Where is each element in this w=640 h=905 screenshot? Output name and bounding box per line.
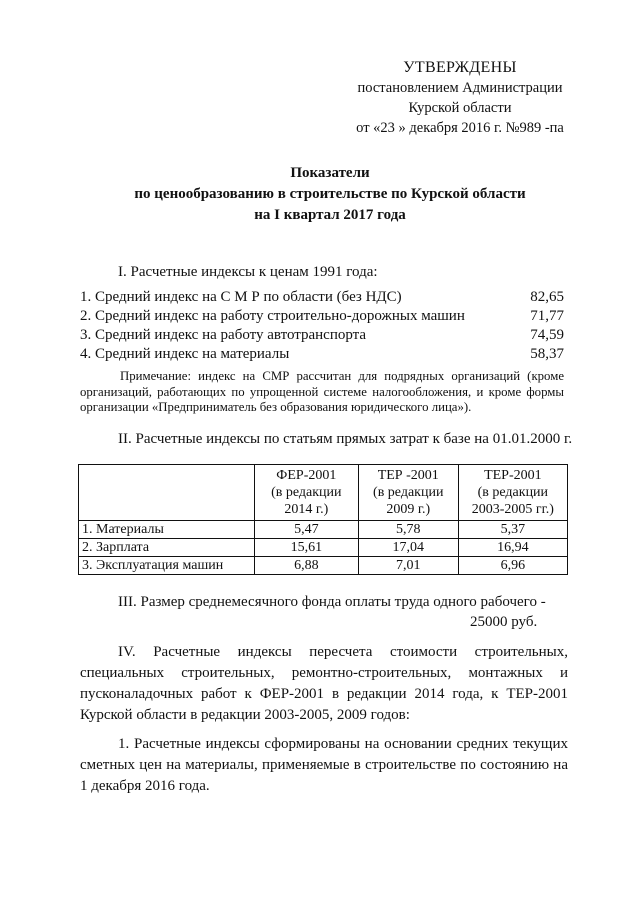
table-header-fer-2001 xyxy=(254,465,358,521)
table-cell: 17,04 xyxy=(358,539,458,557)
column-header-line: (в редакции xyxy=(477,485,549,500)
index-item-label: 4. Средний индекс на материалы xyxy=(80,346,290,362)
index-item-label: 2. Средний индекс на работу строительно-дорожных машин xyxy=(80,308,465,324)
section-2-title: II. Расчетные индексы по статьям прямых затрат к базе на 01.01.2000 г. xyxy=(118,431,573,447)
column-header-line: 2014 г.) xyxy=(284,502,329,517)
table-cell: 16,94 xyxy=(458,539,567,557)
column-header-line: 2009 г.) xyxy=(386,502,431,517)
index-item-value: 82,65 xyxy=(530,289,564,305)
table-cell: 6,96 xyxy=(458,557,567,575)
table-header-empty xyxy=(79,465,255,521)
section-3-value: 25000 руб. xyxy=(470,614,538,630)
table-cell: 15,61 xyxy=(254,539,358,557)
index-item xyxy=(80,326,564,345)
column-header-line: 2003-2005 гг.) xyxy=(471,502,554,517)
index-item xyxy=(80,307,564,326)
table-header-row xyxy=(79,465,568,521)
table-cell: 5,78 xyxy=(358,521,458,539)
table-row xyxy=(79,521,568,539)
index-item-value: 74,59 xyxy=(530,327,564,343)
approval-line-2: Курской области xyxy=(408,100,512,116)
section-4-item-1: 1. Расчетные индексы сформированы на основании средних текущих сметных цен на материалы, применяемые в строительстве по состоянию на 1 декабря 2016 года. xyxy=(80,736,568,794)
row-label: 1. Материалы xyxy=(79,521,255,539)
index-item xyxy=(80,345,564,364)
row-label: 3. Эксплуатация машин xyxy=(79,557,255,575)
column-header-line: ФЕР-2001 xyxy=(276,468,337,483)
index-item-value: 71,77 xyxy=(530,308,564,324)
section-1-note: Примечание: индекс на СМР рассчитан для подрядных организаций (кроме организаций, работающих по упрощенной системе налогообложения, и кроме формы организации «Предприниматель без образования юридического лица»). xyxy=(80,369,564,414)
index-list xyxy=(80,288,564,364)
column-header-line: ТЕР-2001 xyxy=(484,468,542,483)
section-3-text: III. Размер среднемесячного фонда оплаты труда одного рабочего - xyxy=(118,594,546,610)
heading-line-3: на I квартал 2017 года xyxy=(254,207,406,223)
heading-line-1: Показатели xyxy=(290,165,370,181)
table-header-ter-2001-2003 xyxy=(458,465,567,521)
index-item-value: 58,37 xyxy=(530,346,564,362)
heading-line-2: по ценообразованию в строительстве по Курской области xyxy=(134,186,526,202)
approval-title: УТВЕРЖДЕНЫ xyxy=(403,59,517,76)
approval-line-3: от «23 » декабря 2016 г. №989 -па xyxy=(356,120,564,136)
index-item-label: 3. Средний индекс на работу автотранспорта xyxy=(80,327,367,343)
row-label: 2. Зарплата xyxy=(79,539,255,557)
document-heading xyxy=(70,163,590,226)
table-cell: 5,37 xyxy=(458,521,567,539)
table-cell: 5,47 xyxy=(254,521,358,539)
table-cell: 6,88 xyxy=(254,557,358,575)
approval-block xyxy=(330,58,590,138)
column-header-line: (в редакции xyxy=(373,485,444,500)
index-item-label: 1. Средний индекс на С М Р по области (без НДС) xyxy=(80,289,402,305)
section-1-title: I. Расчетные индексы к ценам 1991 года: xyxy=(118,264,378,280)
table-cell: 7,01 xyxy=(358,557,458,575)
column-header-line: ТЕР -2001 xyxy=(377,468,439,483)
index-item xyxy=(80,288,564,307)
table-row xyxy=(79,539,568,557)
approval-line-1: постановлением Администрации xyxy=(357,80,563,96)
cost-index-table xyxy=(78,464,568,575)
section-4-text: IV. Расчетные индексы пересчета стоимости строительных, специальных строительных, ремонтно-строительных, монтажных и пусконаладочных работ к ФЕР-2001 в редакции 2014 года, к ТЕР-2001 Курской области в редакции 2003-2005, 2009 годов: xyxy=(80,644,568,723)
table-header-ter-2001-2009 xyxy=(358,465,458,521)
column-header-line: (в редакции xyxy=(271,485,342,500)
table-row xyxy=(79,557,568,575)
